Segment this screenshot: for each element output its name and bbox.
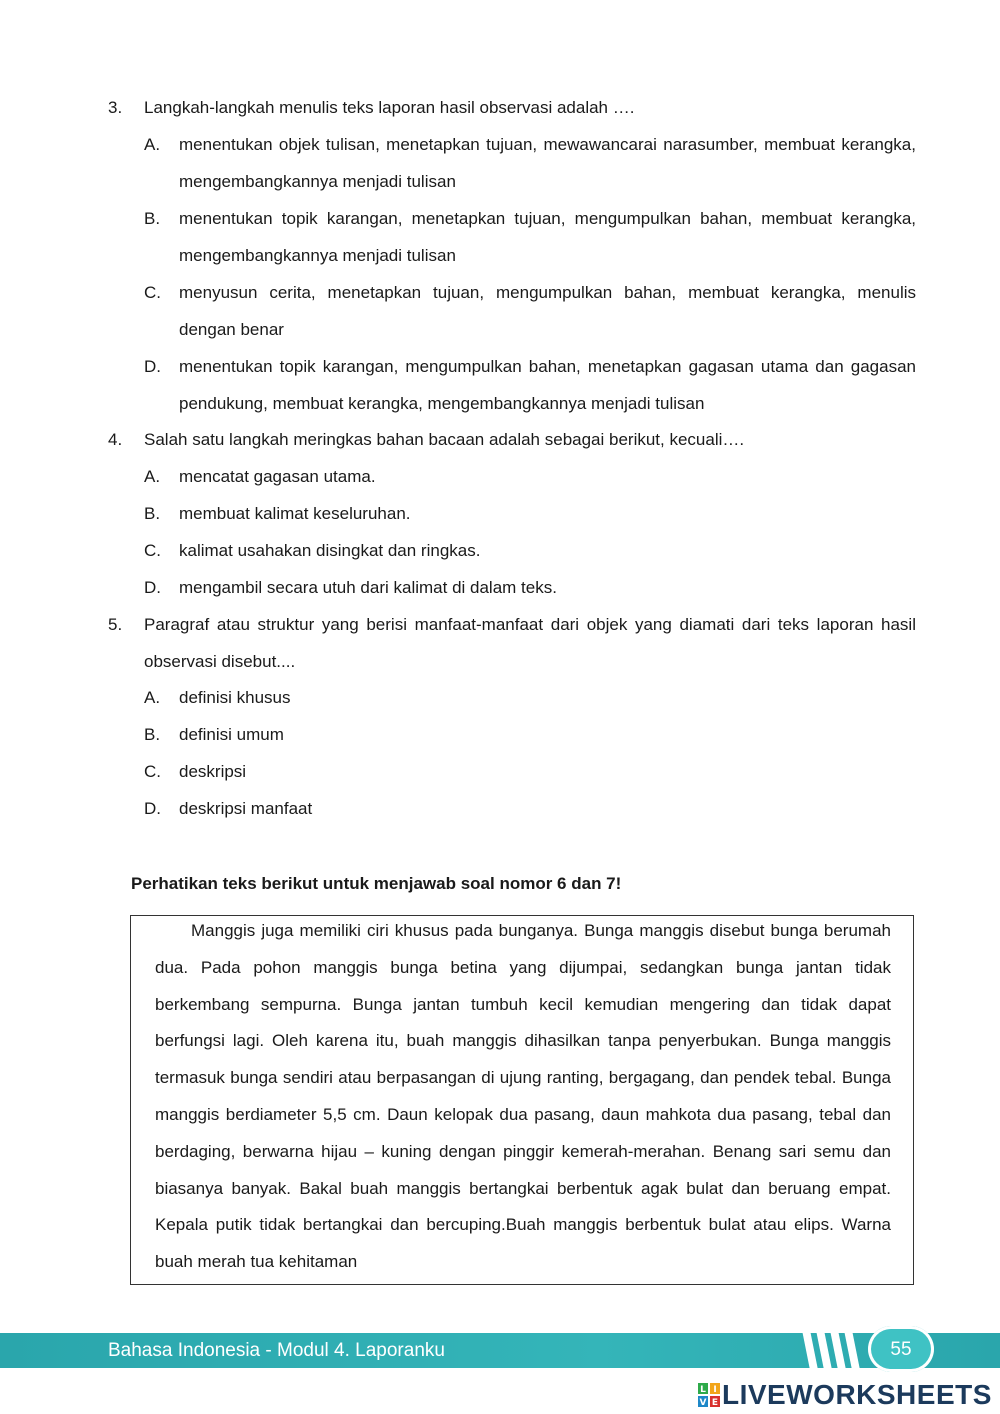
option-letter: B. bbox=[144, 504, 161, 523]
option-letter: C. bbox=[144, 762, 161, 781]
option-letter: B. bbox=[144, 209, 161, 228]
reading-instruction: Perhatikan teks berikut untuk menjawab soal nomor 6 dan 7! bbox=[131, 874, 622, 893]
option-text: menyusun cerita, menetapkan tujuan, mengumpulkan bahan, membuat kerangka, menulis dengan benar bbox=[179, 283, 916, 339]
reading-passage: Manggis juga memiliki ciri khusus pada bunganya. Bunga manggis disebut bunga berumah dua. Pada pohon manggis bunga betina yang dijumpai, sedangkan bunga jantan tidak berkembang sempurna. Bunga jantan tumbuh kecil kemudian mengering dan tidak dapat berfungsi lagi. Oleh karena itu, buah manggis dihasilkan tanpa penyerbukan. Bunga manggis termasuk bunga sendiri atau berpasangan di ujung ranting, bergagang, dan pendek tebal. Bunga manggis berdiameter 5,5 cm. Daun kelopak dua pasang, daun mahkota dua pasang, tebal dan berdaging, berwarna hijau – kuning dengan pinggir kemerah-merahan. Benang sari semu dan biasanya banyak. Bakal buah manggis bertangkai berbentuk agak bulat dan beruang empat. Kepala putik tidak bertangkai dan bercuping.Buah manggis berbentuk bulat atau elips. Warna buah merah tua kehitaman bbox=[155, 921, 891, 1272]
option-letter: A. bbox=[144, 688, 161, 707]
liveworksheets-logo-icon bbox=[698, 1383, 720, 1407]
option-text: mengambil secara utuh dari kalimat di dalam teks. bbox=[179, 578, 557, 597]
option-letter: D. bbox=[144, 578, 161, 597]
option-text: membuat kalimat keseluruhan. bbox=[179, 504, 411, 523]
question-text: Salah satu langkah meringkas bahan bacaan adalah sebagai berikut, kecuali…. bbox=[144, 430, 745, 449]
option-letter: A. bbox=[144, 467, 161, 486]
option-letter: D. bbox=[144, 357, 161, 376]
svg-text:I: I bbox=[713, 1385, 717, 1395]
option-text: mencatat gagasan utama. bbox=[179, 467, 376, 486]
option-letter: B. bbox=[144, 725, 161, 744]
footer-stripes-decoration bbox=[796, 1328, 868, 1372]
reading-passage-box bbox=[130, 915, 914, 1285]
question-text: Paragraf atau struktur yang berisi manfaat-manfaat dari objek yang diamati dari teks laporan hasil observasi disebut.... bbox=[144, 615, 916, 671]
option-text: definisi umum bbox=[179, 725, 284, 744]
question-number: 5. bbox=[108, 615, 123, 634]
option-letter: D. bbox=[144, 799, 161, 818]
question-number: 3. bbox=[108, 98, 123, 117]
svg-text:E: E bbox=[711, 1398, 719, 1407]
option-text: menentukan topik karangan, mengumpulkan bahan, menetapkan gagasan utama dan gagasan pendukung, membuat kerangka, mengembangkannya menjadi tulisan bbox=[179, 357, 916, 413]
question-number: 4. bbox=[108, 430, 123, 449]
option-letter: A. bbox=[144, 135, 161, 154]
option-letter: C. bbox=[144, 541, 161, 560]
option-text: kalimat usahakan disingkat dan ringkas. bbox=[179, 541, 481, 560]
option-text: deskripsi manfaat bbox=[179, 799, 313, 818]
option-letter: C. bbox=[144, 283, 161, 302]
option-text: menentukan objek tulisan, menetapkan tujuan, mewawancarai narasumber, membuat kerangka, mengembangkannya menjadi tulisan bbox=[179, 135, 916, 191]
option-text: menentukan topik karangan, menetapkan tujuan, mengumpulkan bahan, membuat kerangka, mengembangkannya menjadi tulisan bbox=[179, 209, 916, 265]
option-text: deskripsi bbox=[179, 762, 247, 781]
liveworksheets-wordmark: LIVEWORKSHEETS bbox=[722, 1379, 992, 1410]
svg-text:L: L bbox=[700, 1385, 706, 1395]
page-number: 55 bbox=[890, 1339, 912, 1360]
option-text: definisi khusus bbox=[179, 688, 291, 707]
footer-title: Bahasa Indonesia - Modul 4. Laporanku bbox=[108, 1340, 445, 1361]
svg-text:V: V bbox=[699, 1398, 707, 1407]
question-text: Langkah-langkah menulis teks laporan hasil observasi adalah …. bbox=[144, 98, 635, 117]
